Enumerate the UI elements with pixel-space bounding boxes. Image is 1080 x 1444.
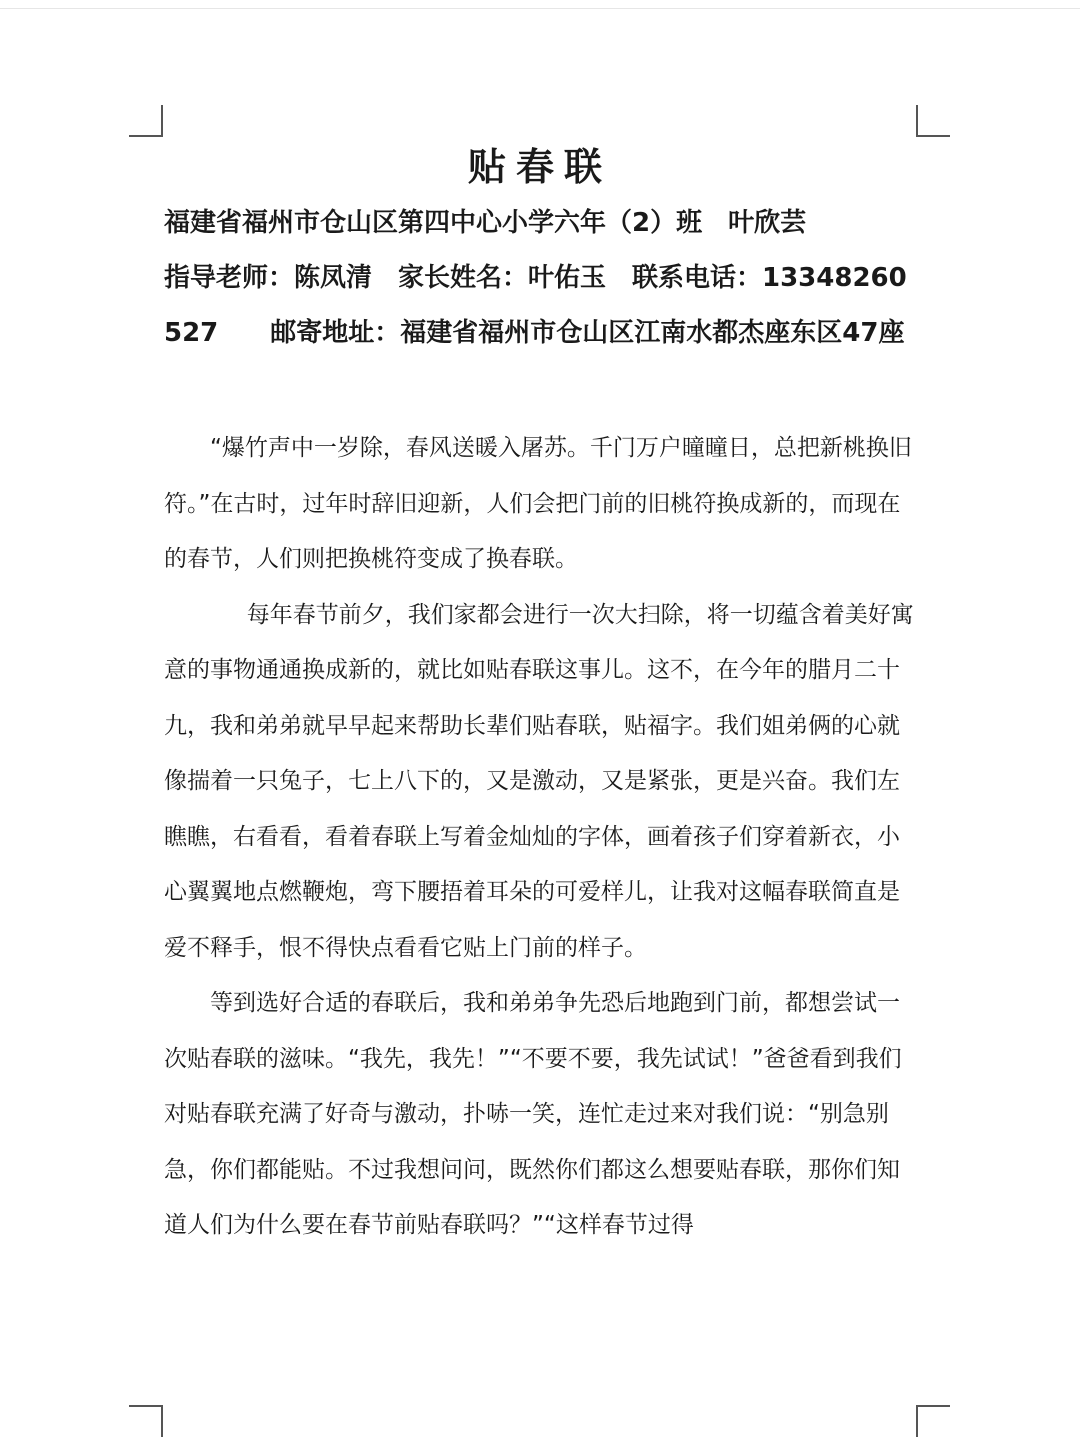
- crop-mark-bottom-right: [916, 1405, 950, 1437]
- crop-mark-top-left: [129, 105, 163, 137]
- crop-mark-top-right: [916, 105, 950, 137]
- author-line: 福建省福州市仓山区第四中心小学六年（2）班 叶欣芸: [164, 208, 807, 238]
- paragraph-1: “爆竹声中一岁除，春风送暖入屠苏。千门万户曈曈日，总把新桃换旧符。”在古时，过年时辞旧迎新，人们会把门前的旧桃符换成新的，而现在的春节，人们则把换桃符变成了换春联。: [164, 435, 912, 572]
- spacer: [164, 361, 916, 421]
- document-title: 贴春联: [467, 145, 612, 189]
- crop-mark-bottom-left: [129, 1405, 163, 1437]
- paragraph-3: 等到选好合适的春联后，我和弟弟争先恐后地跑到门前，都想尝试一次贴春联的滋味。“我先，我先！”“不要不要，我先试试！”爸爸看到我们对贴春联充满了好奇与激动，扑哧一笑，连忙走过来对我们说：“别急别急，你们都能贴。不过我想问问，既然你们都这么想要贴春联，那你们知道人们为什么要在春节前贴春联吗？”“这样春节过得: [164, 990, 902, 1238]
- document-body: [164, 138, 916, 1254]
- contact-info: 指导老师：陈凤清 家长姓名：叶佑玉 联系电话：13348260527 邮寄地址：福建省福州市仓山区江南水都杰座东区47座: [164, 263, 907, 348]
- paragraph-2: 每年春节前夕，我们家都会进行一次大扫除，将一切蕴含着美好寓意的事物通通换成新的，就比如贴春联这事儿。这不，在今年的腊月二十九，我和弟弟就早早起来帮助长辈们贴春联，贴福字。我们姐弟俩的心就像揣着一只兔子，七上八下的，又是激动，又是紧张，更是兴奋。我们左瞧瞧，右看看，看着春联上写着金灿灿的字体，画着孩子们穿着新衣，小心翼翼地点燃鞭炮，弯下腰捂着耳朵的可爱样儿，让我对这幅春联简直是爱不释手，恨不得快点看看它贴上门前的样子。: [164, 601, 914, 961]
